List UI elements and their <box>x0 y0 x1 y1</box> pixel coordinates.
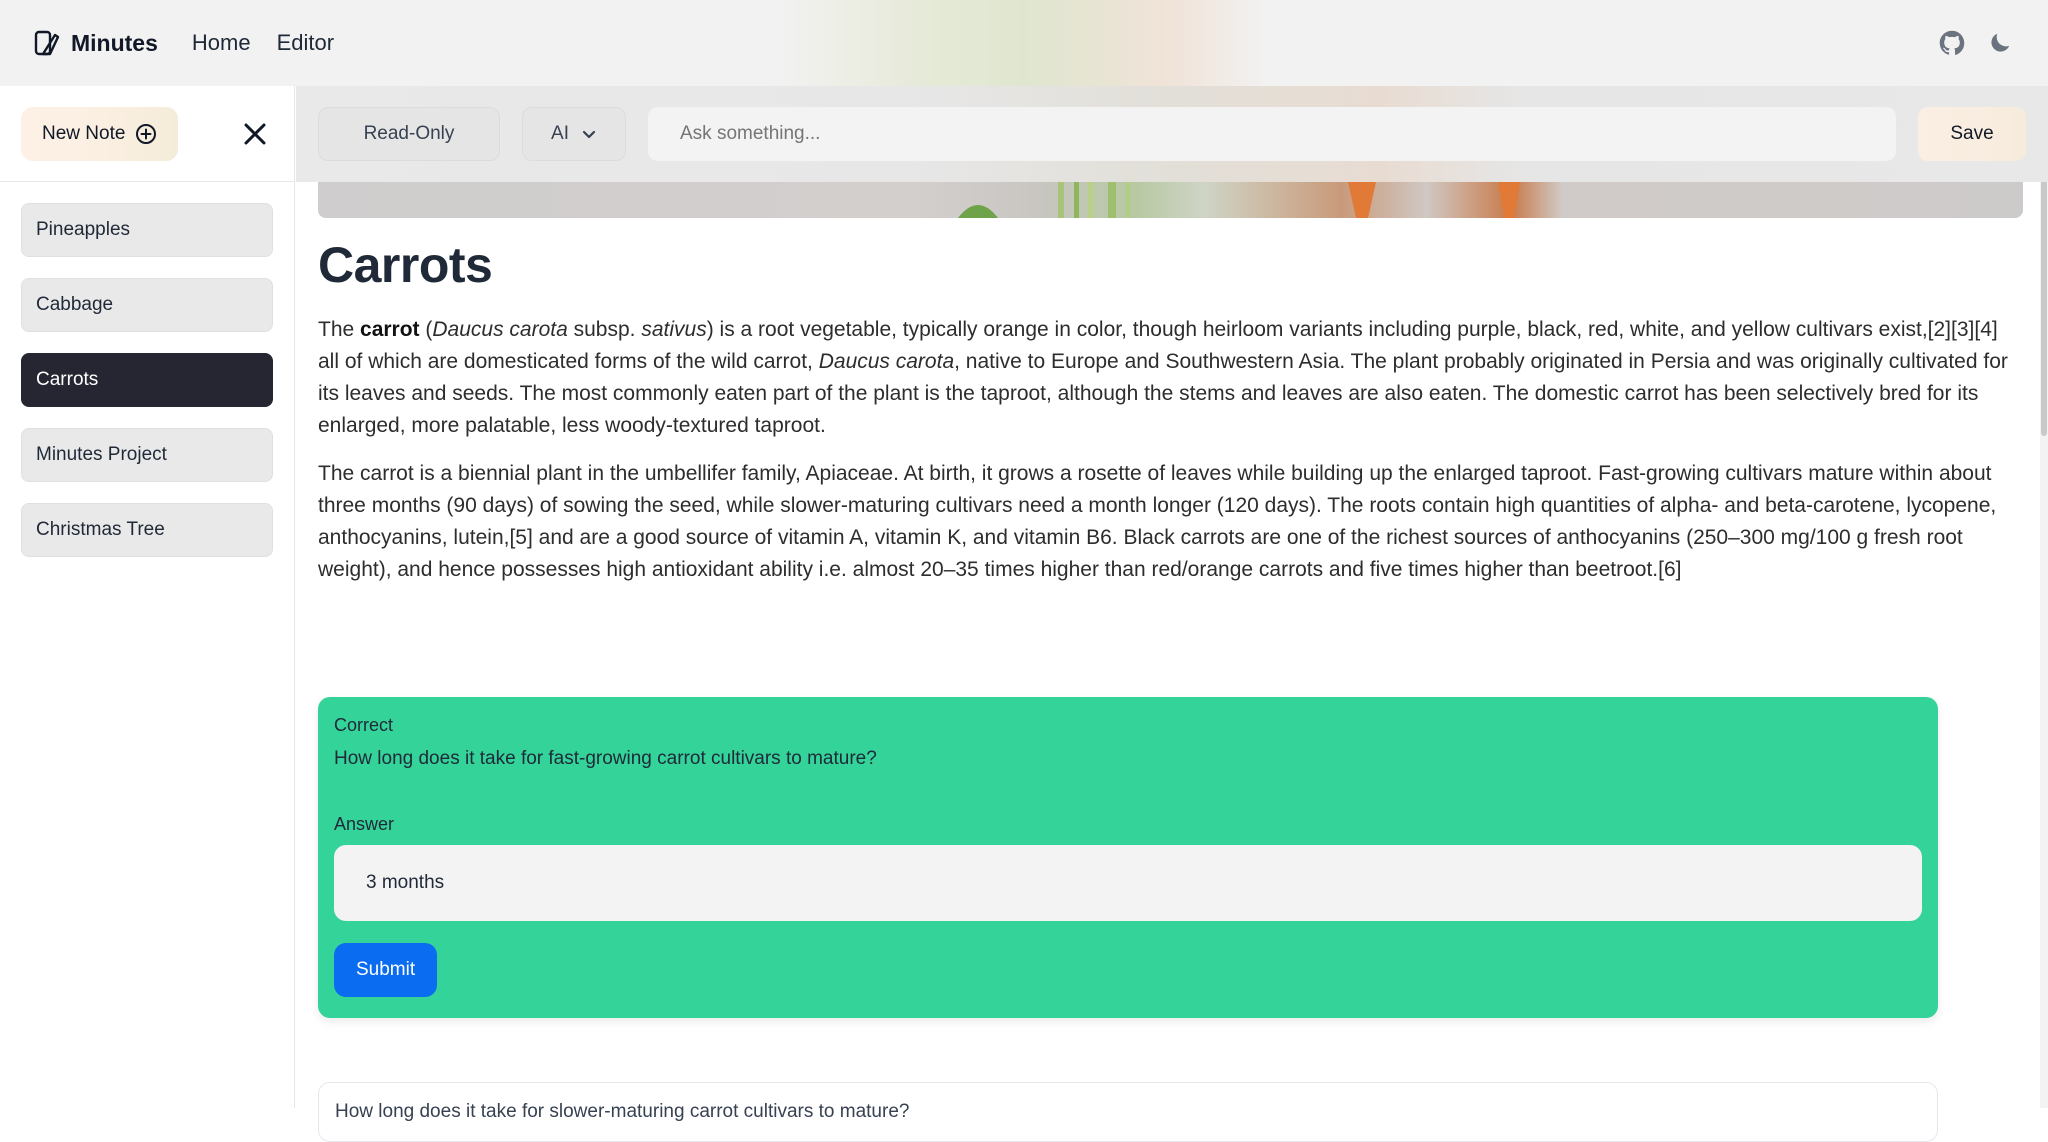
sidebar <box>0 86 295 1108</box>
close-icon <box>243 122 267 146</box>
editor-toolbar <box>296 86 2048 182</box>
moon-icon[interactable] <box>1985 28 2015 58</box>
plus-circle-icon <box>135 123 157 145</box>
answer-label: Answer <box>334 814 395 834</box>
nav-link-editor[interactable]: Editor <box>276 30 335 55</box>
note-paragraph-1: The carrot (Daucus carota subsp. sativus) is a root vegetable, typically orange in color, though heirloom variants including purple, black, red, white, and yellow cultivars exist,[2][3][4] all of which are domesticated forms of the wild carrot, Daucus carota, native to Europe and Southwestern Asia. The plant probably originated in Persia and was originally cultivated for its leaves and seeds. The most commonly eaten part of the plant is the taproot, although the stems and leaves are also eaten. The domestic carrot has been selectively bred for its enlarged, more palatable, less woody-textured taproot. <box>318 318 2008 437</box>
ask-input[interactable] <box>648 107 1896 161</box>
top-navbar <box>0 0 2048 86</box>
sidebar-item-minutes-project[interactable]: Minutes Project <box>21 428 273 482</box>
carrot-greens-image <box>958 182 1158 218</box>
note-title: Carrots <box>318 237 493 293</box>
quiz-card <box>318 697 1938 1018</box>
sidebar-item-pineapples[interactable]: Pineapples <box>21 203 273 257</box>
save-button[interactable]: Save <box>1918 107 2026 161</box>
github-icon[interactable] <box>1937 28 1967 58</box>
quiz-question-2: How long does it take for slower-maturing carrot cultivars to mature? <box>335 1101 910 1122</box>
new-note-button[interactable] <box>21 107 178 161</box>
minutes-logo-icon <box>33 29 61 57</box>
nav-link-home[interactable]: Home <box>191 30 251 55</box>
sidebar-item-carrots[interactable]: Carrots <box>21 353 273 407</box>
quiz-status: Correct <box>334 715 394 735</box>
scrollbar[interactable] <box>2040 86 2048 1108</box>
close-sidebar-button[interactable] <box>240 119 270 149</box>
brand[interactable] <box>33 29 158 57</box>
note-list <box>0 182 294 578</box>
new-note-label: New Note <box>42 122 126 144</box>
submit-button[interactable]: Submit <box>334 943 437 997</box>
brand-name: Minutes <box>71 29 158 56</box>
main-content <box>296 86 2048 1122</box>
sidebar-item-christmas-tree[interactable]: Christmas Tree <box>21 503 273 557</box>
ai-dropdown-button[interactable] <box>522 107 626 161</box>
ai-label: AI <box>551 123 569 144</box>
quiz-card-2 <box>318 1082 1938 1142</box>
note-body <box>318 236 2023 602</box>
cover-image <box>318 182 2023 218</box>
quiz-question: How long does it take for fast-growing carrot cultivars to mature? <box>334 748 877 769</box>
carrot-roots-image <box>1348 182 1548 218</box>
note-paragraph-2: The carrot is a biennial plant in the umbellifer family, Apiaceae. At birth, it grows a rosette of leaves while building up the enlarged taproot. Fast-growing cultivars mature within about three months (90 days) of sowing the seed, while slower-maturing cultivars need a month longer (120 days). The roots contain high quantities of alpha- and beta-carotene, lycopene, anthocyanins, lutein,[5] and are a good source of vitamin A, vitamin K, and vitamin B6. Black carrots are one of the richest sources of anthocyanins (250–300 mg/100 g fresh root weight), and hence possesses high antioxidant ability i.e. almost 20–35 times higher than red/orange carrots and five times higher than beetroot.[6] <box>318 462 1997 581</box>
chevron-down-icon <box>581 126 597 142</box>
answer-input[interactable] <box>334 845 1922 921</box>
sidebar-header <box>0 86 294 182</box>
read-only-button[interactable]: Read-Only <box>318 107 500 161</box>
sidebar-item-cabbage[interactable]: Cabbage <box>21 278 273 332</box>
